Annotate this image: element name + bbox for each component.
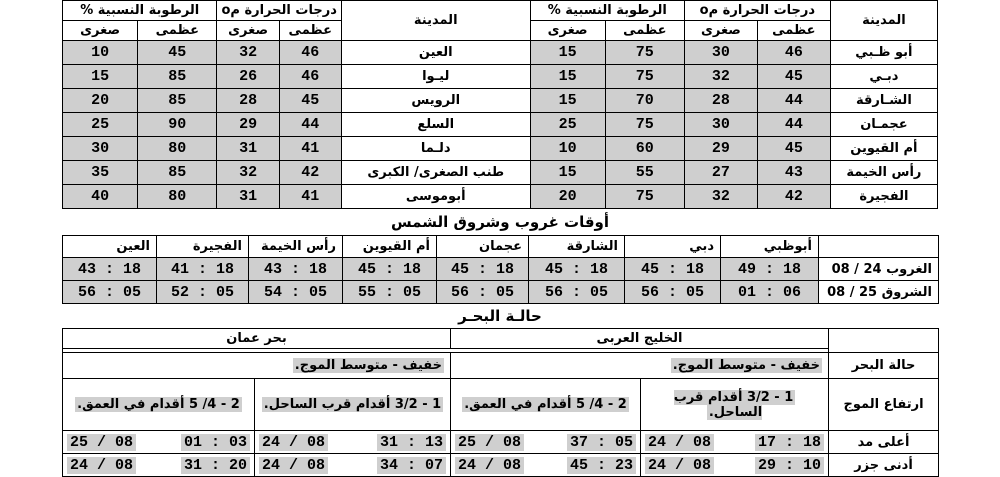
temp-max: 46: [279, 65, 341, 89]
temp-min: 27: [684, 161, 757, 185]
hmin-header-left: صغرى: [63, 21, 138, 41]
humidity-max: 75: [605, 185, 684, 209]
gulf-wave-near-shore: 1 - 3/2 أقدام قرب الساحل.: [673, 389, 794, 420]
sea-of-oman-header: بحر عمان: [63, 329, 451, 349]
high-tide-cell: [255, 431, 451, 454]
humidity-max: 85: [138, 65, 217, 89]
weather-report-page: [62, 0, 938, 474]
high-tide-time: 18 : 17: [755, 434, 824, 451]
high-tide-time: 03 : 01: [181, 434, 250, 451]
sunrise-time: 05 : 54: [249, 281, 343, 304]
gulf-wave-deep: 2 - 4/ 5 أقدام في العمق.: [464, 397, 627, 412]
temp-header-right: درجات الحرارة مo: [684, 1, 830, 21]
weather-row: [63, 185, 938, 209]
hmin-header-right: صغرى: [530, 21, 605, 41]
high-tide-date: 08 / 25: [455, 434, 524, 451]
temp-min: 30: [684, 41, 757, 65]
temp-min: 26: [217, 65, 279, 89]
temp-min: 28: [684, 89, 757, 113]
sunrise-time: 05 : 56: [437, 281, 529, 304]
humidity-max: 80: [138, 185, 217, 209]
sunrise-time: 05 : 55: [343, 281, 437, 304]
city-name: أبو ظـبي: [830, 41, 937, 65]
sunset-label: الغروب 24 / 08: [819, 258, 939, 281]
weather-row: [63, 137, 938, 161]
humidity-max: 90: [138, 113, 217, 137]
temp-max: 45: [757, 65, 830, 89]
temp-min: 30: [684, 113, 757, 137]
humidity-max: 60: [605, 137, 684, 161]
low-tide-time: 23 : 45: [567, 457, 636, 474]
sun-corner-cell: [819, 236, 939, 258]
sun-city-name: دبي: [625, 236, 721, 258]
tmin-header-left: صغرى: [217, 21, 279, 41]
sun-city-name: الشارقة: [529, 236, 625, 258]
city-name: ليـوا: [341, 65, 530, 89]
city-header-left: المدينة: [341, 1, 530, 41]
sea-state-title: حالـة البحـر: [458, 307, 542, 325]
sunrise-time: 06 : 01: [721, 281, 819, 304]
weather-row: [63, 65, 938, 89]
tmin-header-right: صغرى: [684, 21, 757, 41]
humidity-max: 45: [138, 41, 217, 65]
humidity-max: 70: [605, 89, 684, 113]
high-tide-cell: [451, 431, 641, 454]
low-tide-cell: [641, 454, 829, 477]
sunrise-time: 05 : 56: [63, 281, 157, 304]
sunrise-time: 05 : 56: [625, 281, 721, 304]
temp-max: 44: [279, 113, 341, 137]
sun-city-name: العين: [63, 236, 157, 258]
humidity-max: 55: [605, 161, 684, 185]
sunset-time: 18 : 45: [437, 258, 529, 281]
humidity-max: 80: [138, 137, 217, 161]
humidity-min: 15: [63, 65, 138, 89]
sea-state-table: [62, 328, 939, 477]
humidity-min: 15: [530, 161, 605, 185]
wave-height-label: ارتفاع الموج: [829, 379, 939, 431]
weather-row: [63, 113, 938, 137]
city-name: السلع: [341, 113, 530, 137]
temp-max: 41: [279, 185, 341, 209]
high-tide-time: 05 : 37: [567, 434, 636, 451]
sea-corner-cell: [829, 329, 939, 353]
sun-times-title: أوقات غروب وشروق الشمس: [390, 213, 610, 231]
humidity-min: 10: [530, 137, 605, 161]
low-tide-time: 20 : 31: [181, 457, 250, 474]
oman-wave-near-shore: 1 - 3/2 أقدام قرب الساحل.: [263, 397, 442, 412]
sea-state-label: حالة البحر: [829, 353, 939, 379]
humidity-min: 10: [63, 41, 138, 65]
sun-times-table: [62, 235, 939, 304]
temp-min: 32: [684, 185, 757, 209]
hmax-header-right: عظمى: [605, 21, 684, 41]
city-name: دبـي: [830, 65, 937, 89]
temp-max: 46: [757, 41, 830, 65]
low-tide-date: 08 / 24: [67, 457, 136, 474]
humidity-max: 85: [138, 89, 217, 113]
city-name: الشـارقة: [830, 89, 937, 113]
sunset-time: 18 : 45: [529, 258, 625, 281]
sunrise-label: الشروق 25 / 08: [819, 281, 939, 304]
temp-max: 46: [279, 41, 341, 65]
humidity-min: 40: [63, 185, 138, 209]
humidity-max: 75: [605, 65, 684, 89]
low-tide-time: 10 : 29: [755, 457, 824, 474]
sunset-time: 18 : 45: [625, 258, 721, 281]
humidity-min: 20: [530, 185, 605, 209]
humidity-min: 20: [63, 89, 138, 113]
humidity-min: 35: [63, 161, 138, 185]
gulf-sea-state: خفيف - متوسط الموج.: [672, 358, 821, 373]
sunset-time: 18 : 43: [249, 258, 343, 281]
sun-city-name: الفجيرة: [157, 236, 249, 258]
sun-city-name: أم القيوين: [343, 236, 437, 258]
sun-city-name: رأس الخيمة: [249, 236, 343, 258]
city-name: أبوموسى: [341, 185, 530, 209]
city-name: عجمـان: [830, 113, 937, 137]
city-name: الرويس: [341, 89, 530, 113]
tmax-header-left: عظمى: [279, 21, 341, 41]
city-name: العين: [341, 41, 530, 65]
city-name: دلـما: [341, 137, 530, 161]
low-tide-cell: [451, 454, 641, 477]
temp-min: 31: [217, 185, 279, 209]
humidity-header-right: الرطوبة النسبية %: [530, 1, 684, 21]
low-tide-cell: [63, 454, 255, 477]
city-name: الفجيرة: [830, 185, 937, 209]
temp-min: 32: [217, 41, 279, 65]
sunset-time: 18 : 45: [343, 258, 437, 281]
oman-wave-deep: 2 - 4/ 5 أقدام في العمق.: [77, 397, 240, 412]
oman-sea-state: خفيف - متوسط الموج.: [294, 358, 442, 373]
high-tide-date: 08 / 24: [645, 434, 714, 451]
humidity-max: 85: [138, 161, 217, 185]
city-name: أم القيوين: [830, 137, 937, 161]
high-tide-cell: [63, 431, 255, 454]
humidity-min: 15: [530, 41, 605, 65]
high-tide-date: 08 / 25: [67, 434, 136, 451]
sunset-time: 18 : 43: [63, 258, 157, 281]
high-tide-time: 13 : 31: [377, 434, 446, 451]
low-tide-date: 08 / 24: [259, 457, 328, 474]
sun-city-name: عجمان: [437, 236, 529, 258]
temp-min: 32: [684, 65, 757, 89]
weather-row: [63, 41, 938, 65]
temp-max: 42: [279, 161, 341, 185]
sunrise-time: 05 : 52: [157, 281, 249, 304]
low-tide-date: 08 / 24: [645, 457, 714, 474]
city-name: طنب الصغرى/ الكبرى: [341, 161, 530, 185]
weather-table: [62, 0, 938, 209]
sun-city-name: أبوظبي: [721, 236, 819, 258]
sunset-time: 18 : 41: [157, 258, 249, 281]
low-tide-cell: [255, 454, 451, 477]
temp-max: 44: [757, 113, 830, 137]
temp-max: 44: [757, 89, 830, 113]
humidity-min: 15: [530, 89, 605, 113]
tmax-header-right: عظمى: [757, 21, 830, 41]
weather-row: [63, 89, 938, 113]
humidity-max: 75: [605, 113, 684, 137]
temp-header-left: درجات الحرارة مo: [217, 1, 341, 21]
temp-min: 29: [217, 113, 279, 137]
humidity-min: 15: [530, 65, 605, 89]
high-tide-date: 08 / 24: [259, 434, 328, 451]
sunset-time: 18 : 49: [721, 258, 819, 281]
temp-min: 31: [217, 137, 279, 161]
low-tide-date: 08 / 24: [455, 457, 524, 474]
arabian-gulf-header: الخليج العربى: [451, 329, 829, 349]
temp-min: 32: [217, 161, 279, 185]
temp-max: 41: [279, 137, 341, 161]
high-tide-cell: [641, 431, 829, 454]
city-header-right: المدينة: [830, 1, 937, 41]
hmax-header-left: عظمى: [138, 21, 217, 41]
high-tide-label: أعلى مد: [829, 431, 939, 454]
temp-max: 42: [757, 185, 830, 209]
humidity-min: 25: [530, 113, 605, 137]
temp-min: 28: [217, 89, 279, 113]
low-tide-label: أدنى جزر: [829, 454, 939, 477]
humidity-max: 75: [605, 41, 684, 65]
weather-row: [63, 161, 938, 185]
city-name: رأس الخيمة: [830, 161, 937, 185]
humidity-min: 25: [63, 113, 138, 137]
temp-max: 45: [279, 89, 341, 113]
temp-max: 43: [757, 161, 830, 185]
humidity-header-left: الرطوبة النسبية %: [63, 1, 217, 21]
sunrise-time: 05 : 56: [529, 281, 625, 304]
temp-min: 29: [684, 137, 757, 161]
low-tide-time: 07 : 34: [377, 457, 446, 474]
humidity-min: 30: [63, 137, 138, 161]
temp-max: 45: [757, 137, 830, 161]
